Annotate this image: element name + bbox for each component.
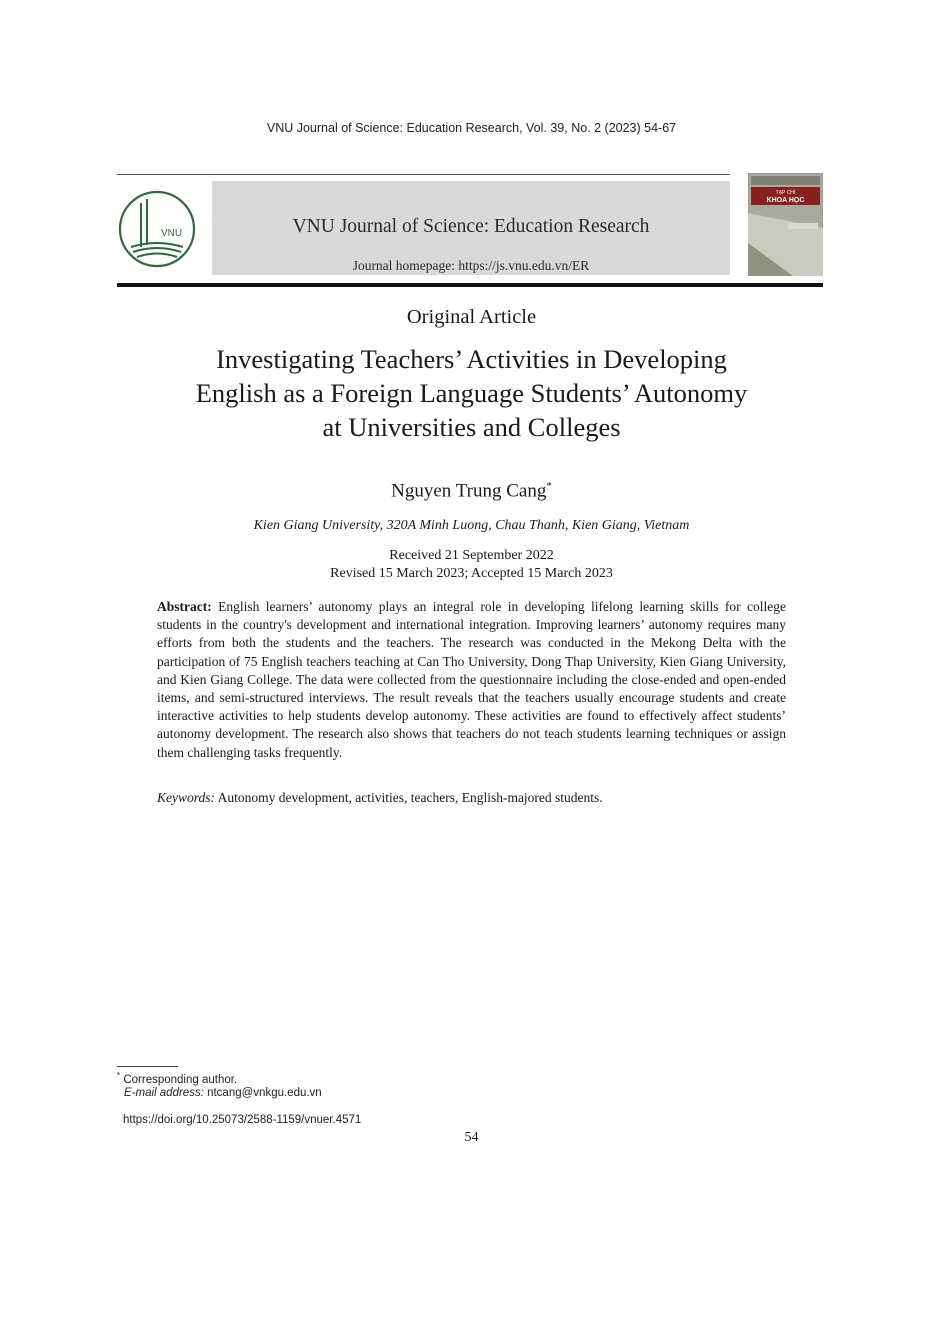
keywords-text: Autonomy development, activities, teachers, English-majored students. [217, 790, 603, 805]
author-affiliation: Kien Giang University, 320A Minh Luong, Chau Thanh, Kien Giang, Vietnam [253, 518, 690, 533]
article-type: Original Article [406, 306, 537, 328]
journal-name: VNU Journal of Science: Education Research [292, 216, 650, 237]
journal-homepage: Journal homepage: https://js.vnu.edu.vn/ER [352, 258, 590, 273]
footnote-rule [117, 1066, 178, 1067]
title-line-1: Investigating Teachers’ Activities in Developing [216, 344, 727, 374]
author-name: Nguyen Trung Cang [391, 480, 547, 502]
title-line-2: English as a Foreign Language Students’ Autonomy [195, 378, 748, 408]
title-line-3: at Universities and Colleges [322, 412, 621, 442]
received-date: Received 21 September 2022 [389, 548, 554, 563]
page-number: 54 [464, 1130, 479, 1145]
abstract-text: English learners’ autonomy plays an integral role in developing lifelong learning skills for college students in the country's development and international integration. Improving learners’ autonomy requires many efforts from both the students and the teachers. The research was conducted in the Mekong Delta with the participation of 75 English teachers teaching at Can Tho University, Dong Thap University, Kien Giang University, and Kien Giang College. The data were collected from the questionnaire including the close-ended and open-ended items, and semi-structured interviews. The result reveals that the teachers usually encourage students and create interactive activities to help students develop autonomy. These activities are found to effectively affect students’ autonomy development. The research also shows that teachers do not teach students learning techniques or assign them challenging tasks frequently. [157, 599, 786, 760]
abstract-label: Abstract: [157, 599, 212, 614]
article-title [120, 342, 823, 444]
email-address[interactable]: ntcang@vnkgu.edu.vn [207, 1087, 322, 1099]
doi-link[interactable]: https://doi.org/10.25073/2588-1159/vnuer.4571 [123, 1114, 362, 1126]
keywords [157, 790, 786, 806]
cover-line2: KHOA HỌC [766, 197, 805, 204]
journal-cover-image [748, 173, 823, 276]
article-dates [0, 547, 943, 583]
footnote-mark: * [117, 1071, 121, 1080]
header-rule [117, 174, 730, 175]
author-mark: * [546, 480, 552, 492]
journal-citation: VNU Journal of Science: Education Research, Vol. 39, No. 2 (2023) 54-67 [266, 121, 677, 135]
abstract [157, 598, 786, 762]
header-thick-rule [117, 283, 823, 287]
keywords-label: Keywords: [157, 790, 215, 805]
footnote-corresponding [117, 1071, 237, 1086]
cover-line1: TẠP CHÍ [775, 190, 796, 196]
logo-text: VNU [161, 228, 183, 239]
revised-accepted-date: Revised 15 March 2023; Accepted 15 March 2023 [330, 566, 613, 581]
email-label: E-mail address: [124, 1087, 204, 1099]
vnu-logo [117, 189, 197, 269]
corresponding-text: Corresponding author. [123, 1073, 238, 1086]
author-line [0, 480, 943, 502]
footnote-email [124, 1087, 322, 1099]
